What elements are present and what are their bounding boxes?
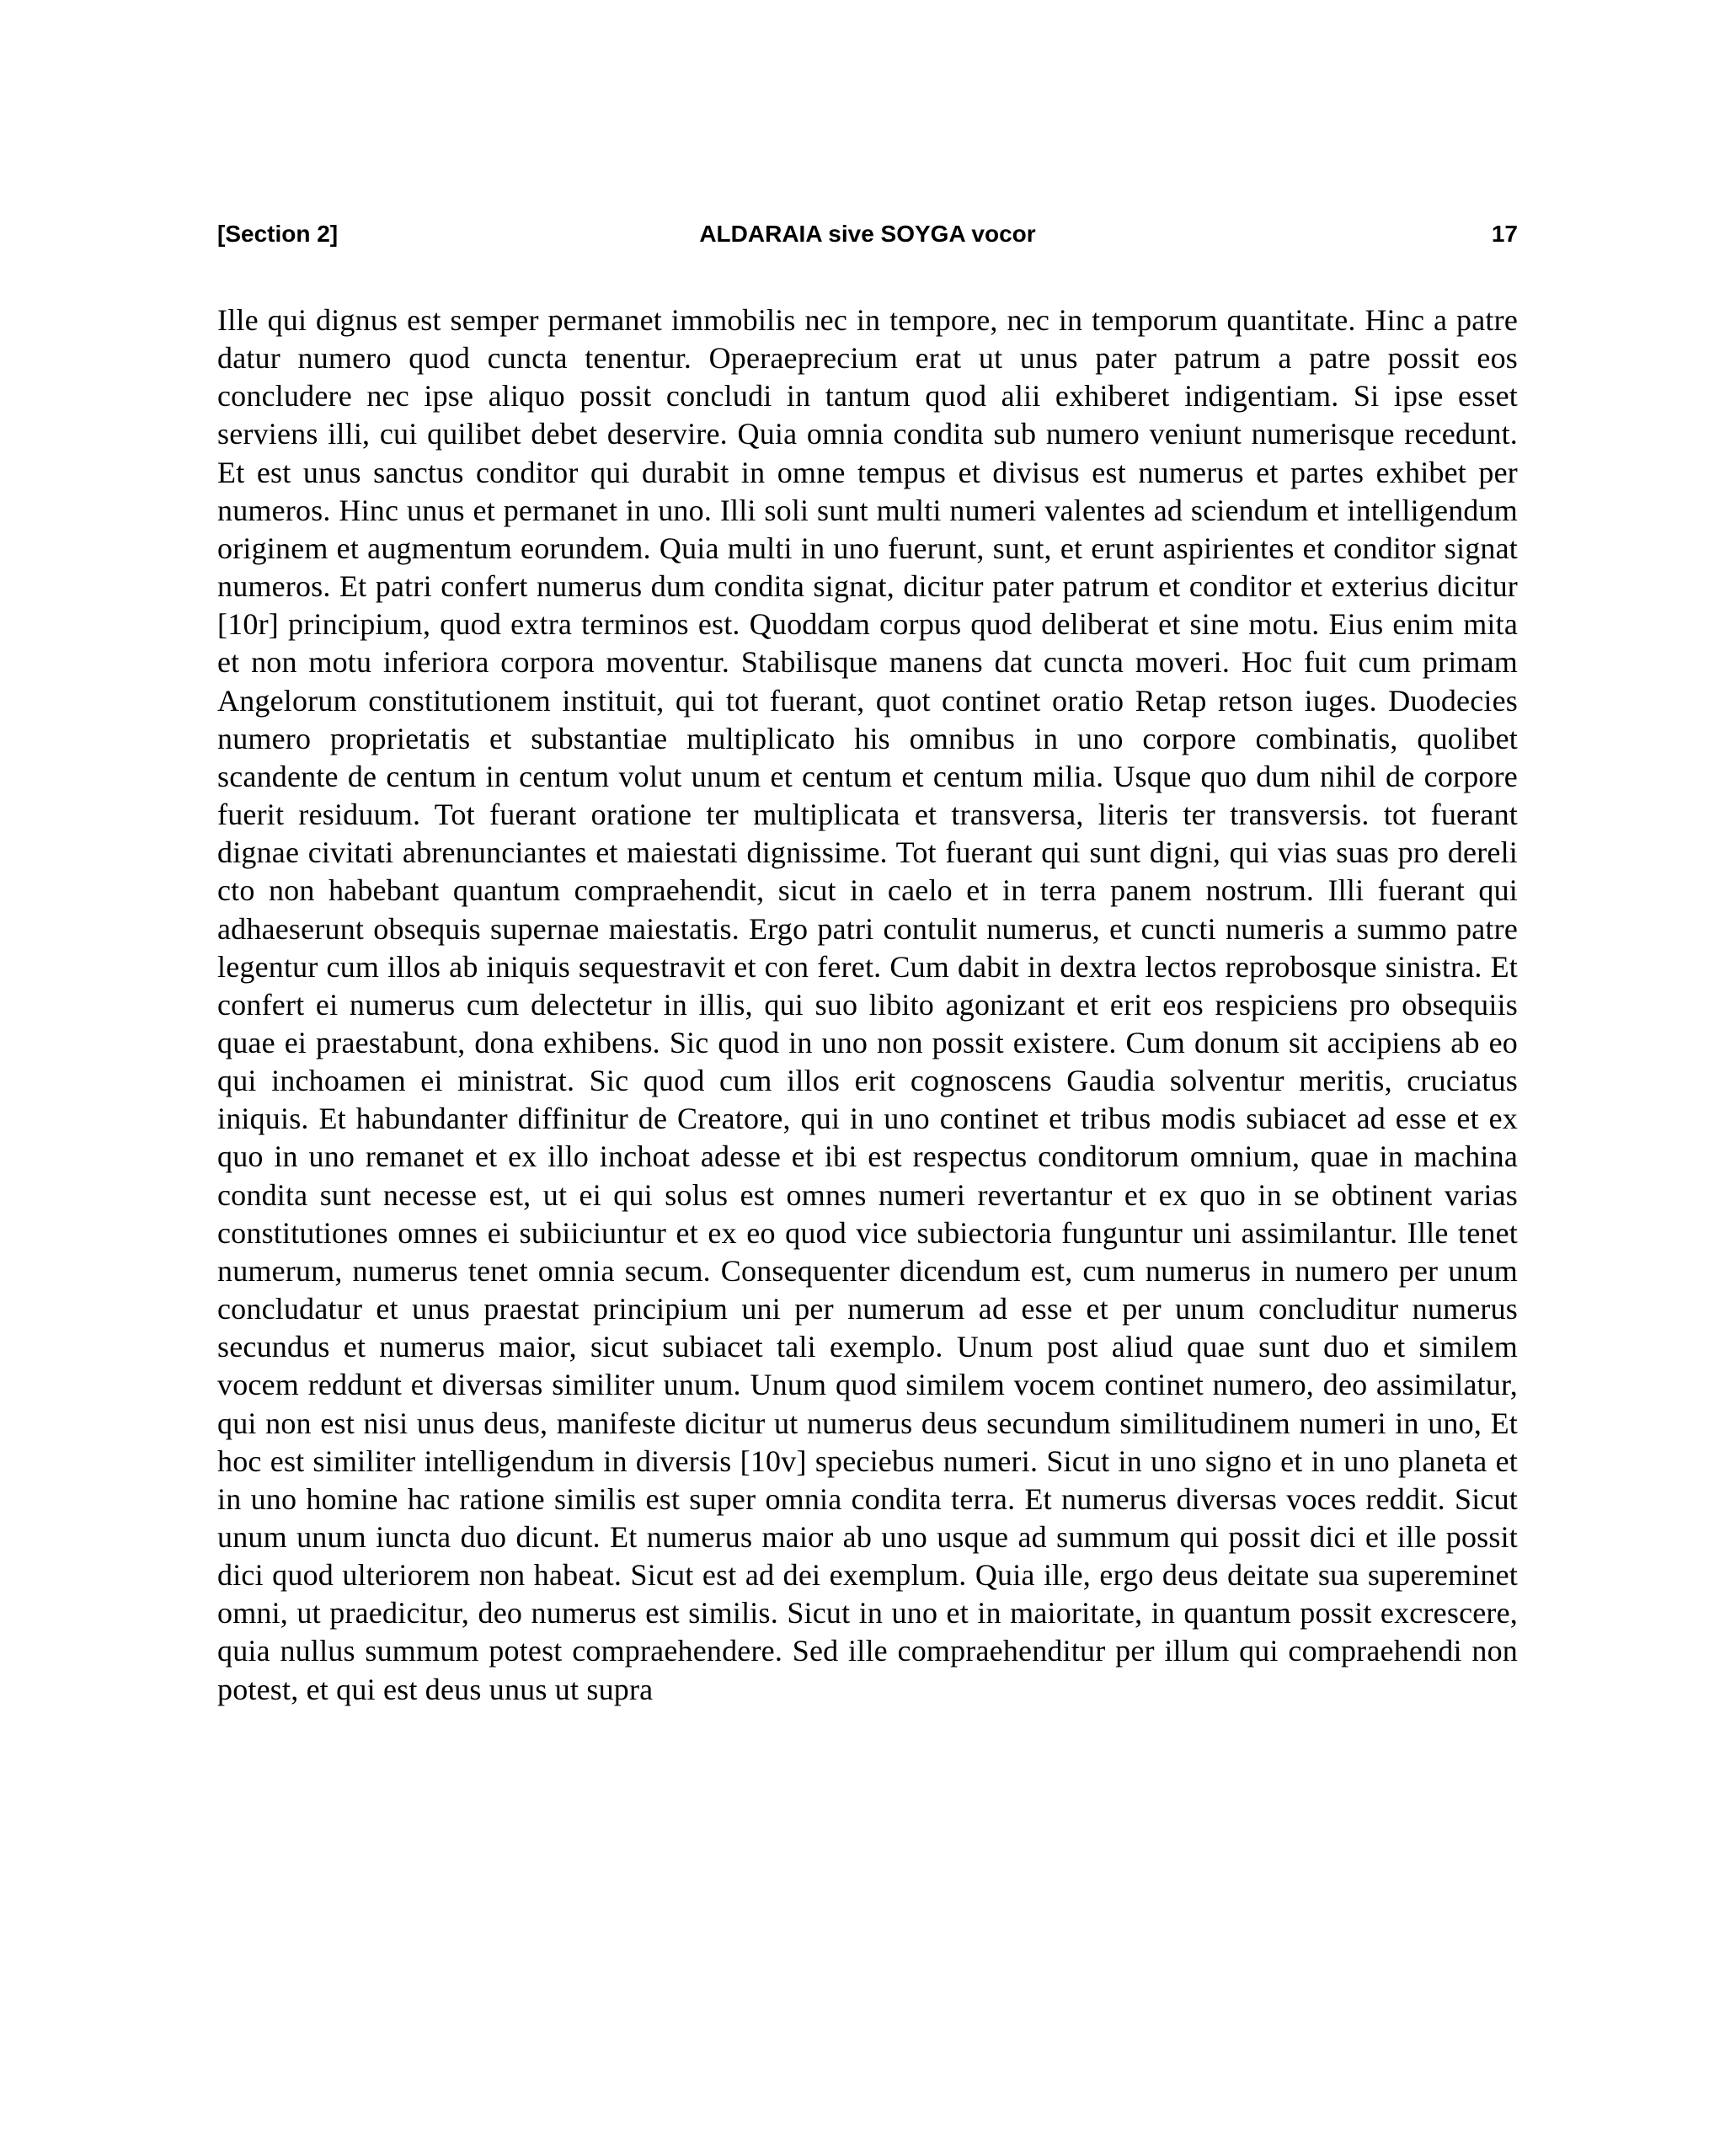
running-title: ALDARAIA sive SOYGA vocor [699, 221, 1036, 247]
running-header [217, 216, 1518, 253]
page-number: 17 [1491, 221, 1518, 247]
section-label: [Section 2] [217, 221, 339, 247]
body-paragraph: Ille qui dignus est semper permanet immobilis nec in tempore, nec in temporum quantitate. Hinc a patre datur numero quod cuncta tenentur. Operaeprecium erat ut unus pater patrum a patre possit eos concludere nec ipse aliquo possit concludi in tantum quod alii exhiberet indigentiam. Si ipse esset serviens illi, cui quilibet debet deservire. Quia omnia condita sub numero veniunt numerisque recedunt. Et est unus sanctus conditor qui durabit in omne tempus et divisus est numerus et partes exhibet per numeros. Hinc unus et permanet in uno. Illi soli sunt multi numeri valentes ad sciendum et intelligendum originem et augmentum eorundem. Quia multi in uno fuerunt, sunt, et erunt aspirientes et conditor signat numeros. Et patri confert numerus dum condita signat, dicitur pater patrum et conditor et exterius dicitur [10r] principium, quod extra terminos est. Quoddam corpus quod deliberat et sine motu. Eius enim mita et non motu inferiora corpora moventur. Stabilisque manens dat cuncta moveri. Hoc fuit cum primam Angelorum constitutionem instituit, qui tot fuerant, quot continet oratio Retap retson iuges. Duodecies numero proprietatis et substantiae multiplicato his omnibus in uno corpore combinatis, quolibet scandente de centum in centum volut unum et centum et centum milia. Usque quo dum nihil de corpore fuerit residuum. Tot fuerant oratione ter multiplicata et transversa, literis ter transversis. tot fuerant dignae civitati abrenunciantes et maiestati dignissime. Tot fuerant qui sunt digni, qui vias suas pro dereli cto non habebant quantum compraehendit, sicut in caelo et in terra panem nostrum. Illi fuerant qui adhaeserunt obsequis supernae maiestatis. Ergo patri contulit numerus, et cuncti numeris a summo patre legentur cum illos ab iniquis sequestravit et con feret. Cum dabit in dextra lectos reprobosque sinistra. Et confert ei numerus cum delectetur in illis, qui suo libito agonizant et erit eos respiciens pro obsequiis quae ei praestabunt, dona exhibens. Sic quod in uno non possit existere. Cum donum sit accipiens ab eo qui inchoamen ei ministrat. Sic quod cum illos erit cognoscens Gaudia solventur meritis, cruciatus iniquis. Et habundanter diffinitur de Creatore, qui in uno continet et tribus modis subiacet ad esse et ex quo in uno remanet et ex illo inchoat adesse et ibi est respectus conditorum omnium, quae in machina condita sunt necesse est, ut ei qui solus est omnes numeri revertantur et ex quo in se obtinent varias constitutiones omnes ei subiiciuntur et ex eo quod vice subiectoria funguntur uni assimilantur. Ille tenet numerum, numerus tenet omnia secum. Consequenter dicendum est, cum numerus in numero per unum concludatur et unus praestat principium uni per numerum ad esse et per unum concluditur numerus secundus et numerus maior, sicut subiacet tali exemplo. Unum post aliud quae sunt duo et similem vocem reddunt et diversas similiter unum. Unum quod similem vocem continet numero, deo assimilatur, qui non est nisi unus deus, manifeste dicitur ut numerus deus secundum similitudinem numeri in uno, Et hoc est similiter intelligendum in diversis [10v] speciebus numeri. Sicut in uno signo et in uno planeta et in uno homine hac ratione similis est super omnia condita terra. Et numerus diversas voces reddit. Sicut unum unum iuncta duo dicunt. Et numerus maior ab uno usque ad summum qui possit dici et ille possit dici quod ulteriorem non habeat. Sicut est ad dei exemplum. Quia ille, ergo deus deitate sua supereminet omni, ut praedicitur, deo numerus est similis. Sicut in uno et in maioritate, in quantum possit excrescere, quia nullus summum potest compraehendere. Sed ille compraehenditur per illum qui compraehendi non potest, et qui est deus unus ut supra [217, 303, 1518, 1706]
